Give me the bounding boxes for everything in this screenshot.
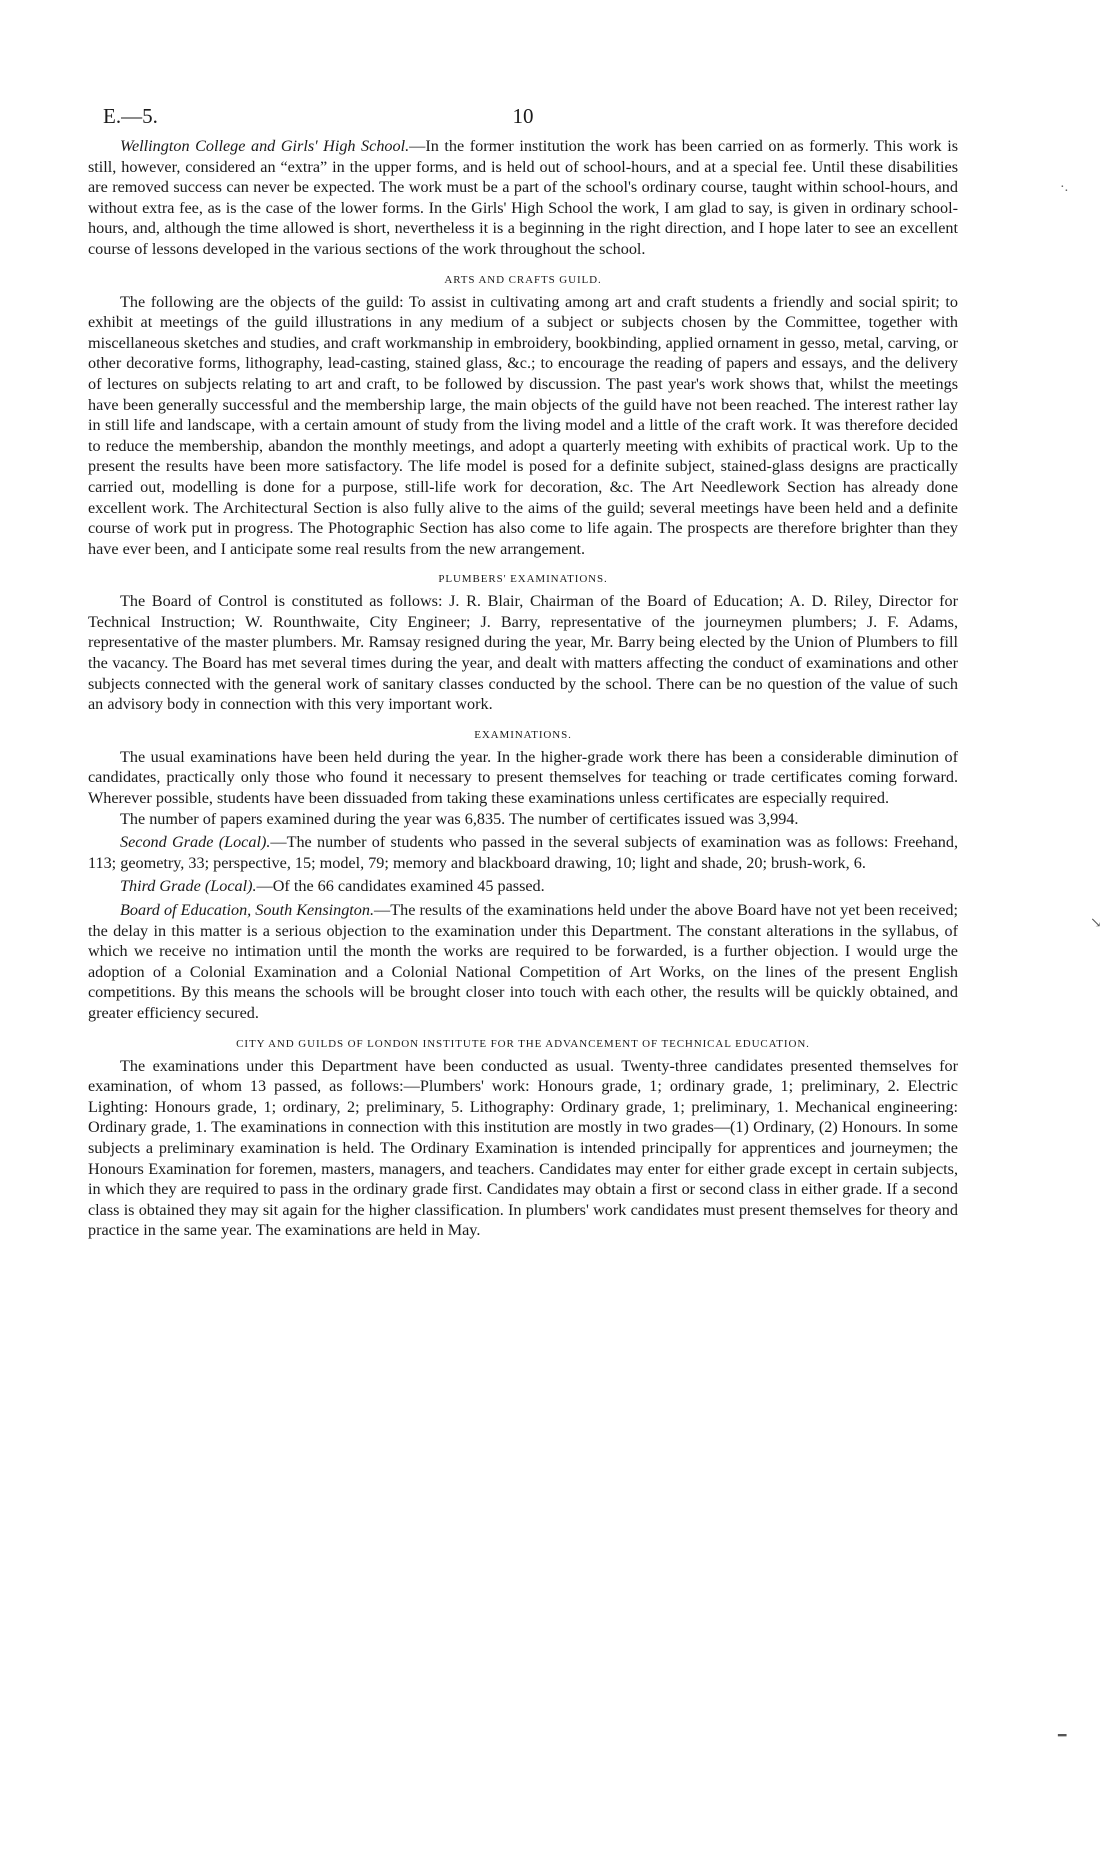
- third-grade-text: —Of the 66 candidates examined 45 passed.: [256, 877, 545, 896]
- board-education-lead: Board of Education, South Kensington.: [120, 901, 375, 919]
- board-education-paragraph: [88, 900, 958, 1024]
- third-grade-paragraph: [88, 876, 958, 897]
- document-page: [88, 96, 958, 1241]
- page-number: 10: [512, 104, 534, 128]
- plumbers-heading: PLUMBERS' EXAMINATIONS.: [438, 573, 608, 586]
- third-grade-lead: Third Grade (Local).: [120, 877, 257, 896]
- arts-crafts-paragraph: The following are the objects of the guild: To assist in cultivating among art and craft students a friendly and social spirit; to exhibit at meetings of the guild illustrations in any medium of a subject or subjects chosen by the Committee, together with miscellaneous sketches and studies, and craft workmanship in embroidery, bookbinding, applied ornament in gesso, metal, carving, or other decorative forms, lithography, lead-casting, stained glass, &c.; to encourage the reading of papers and essays, and the delivery of lectures on subjects relating to art and craft, to be followed by discussion. The past year's work shows that, whilst the meetings have been generally successful and the membership large, the main objects of the guild have not been reached. The interest rather lay in still life and landscape, with a certain amount of study from the living model and a little of the craft work. It was therefore decided to reduce the membership, abandon the monthly meetings, and adopt a quarterly meeting with exhibits of practical work. Up to the present the results have been more satisfactory. The life model is posed for a definite subject, stained-glass designs are practically carried out, modelling is done for a purpose, still-life work for decoration, &c. The Art Needlework Section has already done excellent work. The Architectural Section is also fully alive to the aims of the guild; several meetings have been held and a definite course of work put in progress. The Photographic Section has also come to life again. The prospects are therefore brighter than they have ever been, and I anticipate some real results from the new arrangement.: [88, 292, 958, 558]
- city-guilds-heading: CITY AND GUILDS OF LONDON INSTITUTE FOR THE ADVANCEMENT OF TECHNICAL EDUCATION.: [236, 1037, 810, 1050]
- scan-dash-mark: ━: [1058, 1729, 1067, 1744]
- board-education-text: —The results of the examinations held under the above Board have not yet been received; the delay in this matter is a serious objection to the examination under this Department. The constant alterations in the syllabus, of which we receive no intimation until the month the works are required to be forwarded, is a further objection. I would urge the adoption of a Colonial Examination and a Colonial National Competition of Art Works, on the lines of the present English competitions. By this means the schools will be brought closer into touch with each other, the results will be quickly obtained, and greater efficiency secured.: [88, 901, 958, 1022]
- wellington-paragraph: [88, 136, 958, 260]
- document-reference: E.—5.: [103, 104, 158, 128]
- plumbers-paragraph: The Board of Control is constituted as follows: J. R. Blair, Chairman of the Board of Education; A. D. Riley, Director for Technical Instruction; W. Rounthwaite, City Engineer; J. Barry, representative of the journeymen plumbers; J. F. Adams, representative of the master plumbers. Mr. Ramsay resigned during the year, Mr. Barry being elected by the Union of Plumbers to fill the vacancy. The Board has met several times during the year, and dealt with matters affecting the conduct of examinations and other subjects connected with the general work of sanitary classes conducted by the school. There can be no question of the value of such an advisory body in connection with this very important work.: [88, 592, 958, 714]
- second-grade-text: —The number of students who passed in the several subjects of examination was as follows: Freehand, 113; geometry, 33; perspective, 15; model, 79; memory and blackboard drawing, 10; light and shade, 20; brush-work, 6.: [88, 833, 958, 872]
- wellington-text: —In the former institution the work has been carried on as formerly. This work is still, however, considered an “extra” in the upper forms, and is held out of school-hours, and at a special fee. Until these disabilities are removed success can never be expected. The work must be a part of the school's ordinary course, taught within school-hours, and without extra fee, as is the case of the lower forms. In the Girls' High School the work, I am glad to say, is given in ordinary school-hours, and, although the time allowed is short, nevertheless it is a beginning in the right direction, and I hope later to see an excellent course of lessons developed in the various sections of the work throughout the school.: [88, 137, 959, 258]
- arts-crafts-heading: ARTS AND CRAFTS GUILD.: [444, 273, 602, 286]
- scan-speck-mark: ·.: [1060, 180, 1069, 195]
- second-grade-lead: Second Grade (Local).: [120, 833, 271, 852]
- city-guilds-paragraph: The examinations under this Department have been conducted as usual. Twenty-three candidates presented themselves for examination, of whom 13 passed, as follows:—Plumbers' work: Honours grade, 1; ordinary grade, 1; preliminary, 2. Electric Lighting: Honours grade, 1; ordinary, 2; preliminary, 5. Lithography: Ordinary grade, 1; preliminary, 1. Mechanical engineering: Ordinary grade, 1. The examinations in connection with this institution are mostly in two grades—(1) Ordinary, (2) Honours. In some subjects a preliminary examination is held. The Ordinary Examination is intended principally for apprentices and journeymen; the Honours Examination for foremen, masters, managers, and teachers. Candidates may enter for either grade except in certain subjects, in which they are required to pass in the ordinary grade first. Candidates may obtain a first or second class in either grade. If a second class is obtained they may sit again for the higher classification. In plumbers' work candidates must present themselves for theory and practice in the same year. The examinations are held in May.: [88, 1056, 958, 1240]
- second-grade-paragraph: [88, 832, 958, 873]
- examinations-paragraph-1: The usual examinations have been held during the year. In the higher-grade work there has been a considerable diminution of candidates, practically only those who found it necessary to present themselves for teaching or trade certificates coming forward. Wherever possible, students have been dissuaded from taking these examinations unless certificates are especially required.: [88, 747, 958, 808]
- page-header: [88, 96, 958, 136]
- wellington-lead: Wellington College and Girls' High School.: [120, 137, 410, 155]
- examinations-heading: EXAMINATIONS.: [474, 728, 572, 741]
- scan-tick-mark: ↘: [1090, 916, 1102, 931]
- examinations-paragraph-2: The number of papers examined during the year was 6,835. The number of certificates issued was 3,994.: [120, 809, 799, 828]
